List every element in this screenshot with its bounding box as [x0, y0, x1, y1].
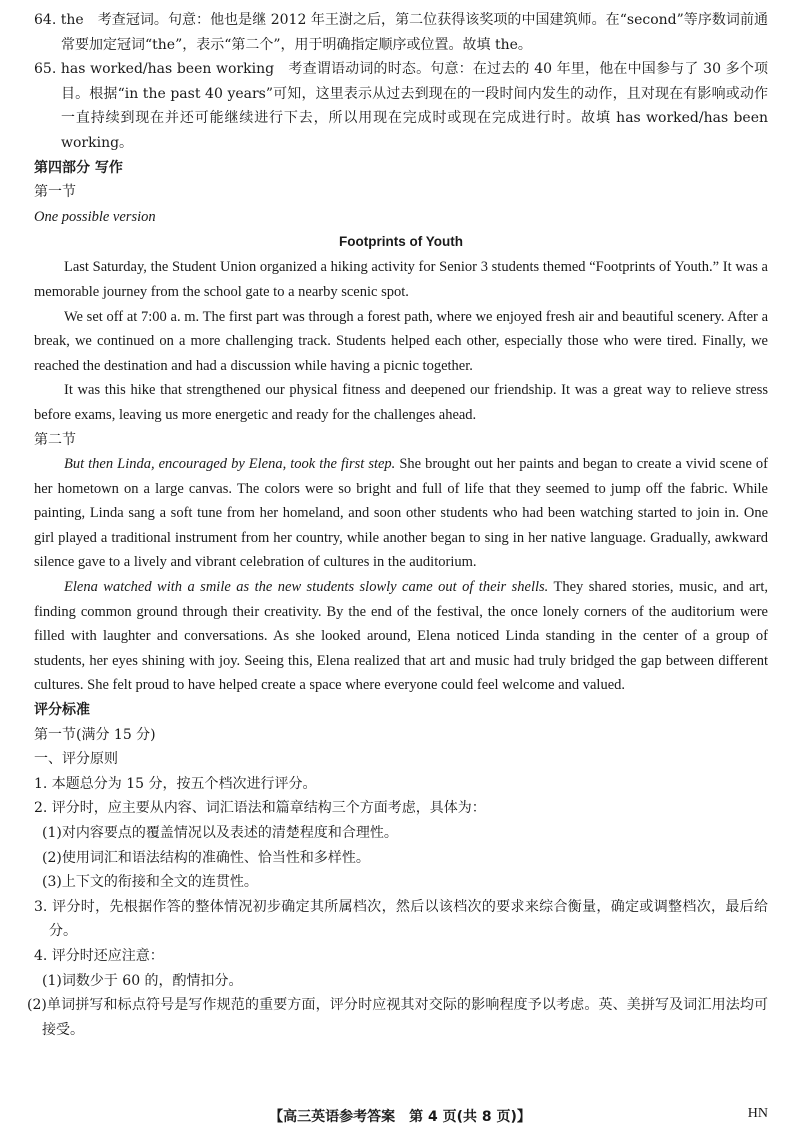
writing-part-heading: 第四部分 写作: [34, 159, 123, 176]
scoring-rule-4-item: (1)词数少于 60 的，酌情扣分。: [42, 972, 243, 989]
possible-version-label: One possible version: [34, 208, 156, 225]
scoring-rule-1: 1. 本题总分为 15 分，按五个档次进行评分。: [34, 775, 317, 792]
writing-section2-heading: 第二节: [34, 431, 76, 448]
scoring-rule-3: 3. 评分时，先根据作答的整体情况初步确定其所属档次，然后以该档次的要求来综合衡量，确定或调整档次，最后给分。: [34, 898, 768, 940]
scoring-rule-2-item: (2)使用词汇和语法结构的准确性、恰当性和多样性。: [42, 849, 370, 866]
scoring-heading: 评分标准: [34, 702, 90, 719]
story-body: They shared stories, music, and art, finding common ground through their creativity. By the end of the festival, the once lonely corners of the auditorium were filled with laughter and conversations. As she looked around, Elena noticed Linda standing in the center of a group of students, her eyes shining with joy. Seeing this, Elena realized that art and music had truly bridged the gap between different cultures. She felt proud to have helped create a space where everyone could feel welcome and valued.: [34, 579, 768, 694]
writing-section1-heading: 第一节: [34, 184, 76, 201]
scoring-rule-2-item: (1)对内容要点的覆盖情况以及表述的清楚程度和合理性。: [42, 825, 398, 841]
essay-title: Footprints of Youth: [339, 234, 463, 250]
story-paragraph: [34, 575, 768, 698]
story-body: She brought out her paints and began to create a vivid scene of her hometown on a large canvas. The colors were so bright and full of life that they seemed to jump off the fabric. While painting, Linda sang a soft tune from her homeland, and soon other students who had been watching started to join in. One girl played a traditional instrument from her country, while another began to sing in her native language. Gradually, awkward silence gave to a lively and vibrant celebration of cultures in the auditorium.: [34, 456, 768, 571]
answer-item-65: 65. has worked/has been working 考查谓语动词的时态。句意：在过去的 40 年里，他在中国参与了 30 多个项目。根据“in the past 40 years”可知，这里表示从过去到现在的一段时间内发生的动作，且对现在有影响或动作一直持续到现在并还可能继续进行下去，所以用现在完成时或现在完成进行时。故填 has worked/has been working。: [34, 61, 768, 151]
story-paragraph: [34, 452, 768, 575]
footer-page-label: 【高三英语参考答案 第 4 页(共 8 页)】: [269, 1109, 531, 1125]
scoring-rule-2: 2. 评分时，应主要从内容、词汇语法和篇章结构三个方面考虑，具体为：: [34, 800, 486, 817]
answer-item-64: 64. the 考查冠词。句意：他也是继 2012 年王澍之后，第二位获得该奖项的中国建筑师。在“second”等序数词前通常要加定冠词“the”，表示“第二个”，用于明确指定顺序或位置。故填 the。: [34, 12, 768, 53]
answer-page: [27, 8, 768, 1042]
essay-paragraph: It was this hike that strengthened our physical fitness and deepened our friendship. It was a great way to relieve stress before exams, leaving us more energetic and ready for the challenges ahead.: [34, 382, 768, 423]
scoring-section1: 第一节(满分 15 分): [34, 726, 156, 743]
page-footer: [0, 1106, 800, 1130]
story-lead-sentence: Elena watched with a smile as the new students slowly came out of their shells.: [64, 579, 549, 596]
scoring-principles-heading: 一、评分原则: [34, 751, 118, 768]
story-lead-sentence: But then Linda, encouraged by Elena, took the first step.: [64, 456, 396, 473]
scoring-rule-2-item: (3)上下文的衔接和全文的连贯性。: [42, 874, 258, 891]
scoring-rule-4-item: (2)单词拼写和标点符号是写作规范的重要方面，评分时应视其对交际的影响程度予以考虑。英、美拼写及词汇用法均可接受。: [27, 997, 768, 1038]
essay-paragraph: We set off at 7:00 a. m. The first part was through a forest path, where we enjoyed fresh air and beautiful scenery. After a break, we continued on a more challenging track. Students helped each other, especially those who were tired. Finally, we reached the destination and had a discussion while having a picnic together.: [34, 308, 768, 374]
essay-paragraph: Last Saturday, the Student Union organized a hiking activity for Senior 3 students themed “Footprints of Youth.” It was a memorable journey from the school gate to a nearby scenic spot.: [34, 259, 768, 300]
footer-region-code: HN: [747, 1106, 768, 1121]
scoring-rule-4: 4. 评分时还应注意：: [34, 947, 164, 964]
